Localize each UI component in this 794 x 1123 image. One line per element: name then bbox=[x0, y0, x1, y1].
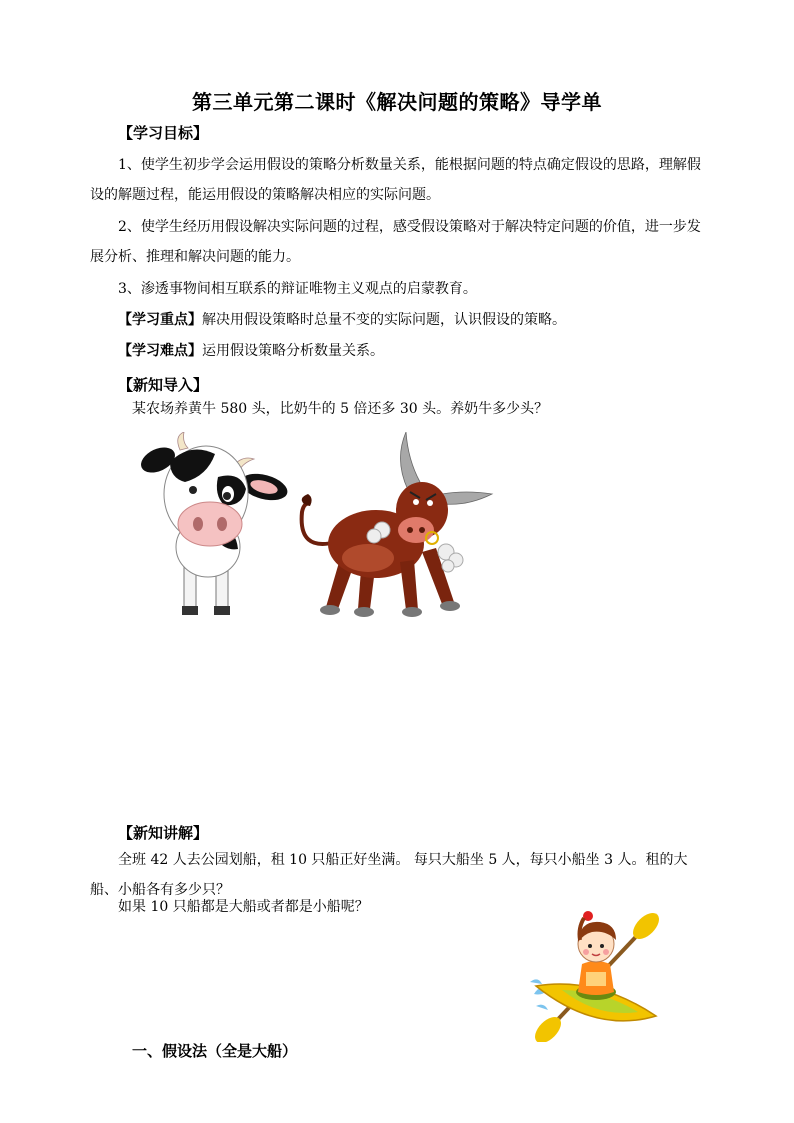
intro-heading: 【新知导入】 bbox=[118, 376, 209, 394]
key-point bbox=[118, 305, 566, 335]
key-point-label: 【学习重点】 bbox=[118, 312, 202, 328]
difficulty-text: 运用假设策略分析数量关系。 bbox=[202, 343, 384, 359]
explain-heading: 【新知讲解】 bbox=[118, 824, 209, 842]
difficulty bbox=[118, 336, 384, 366]
key-point-text: 解决用假设策略时总量不变的实际问题，认识假设的策略。 bbox=[202, 312, 566, 328]
bull-illustration bbox=[296, 432, 496, 622]
explain-question: 如果 10 只船都是大船或者都是小船呢？ bbox=[118, 899, 369, 915]
objective-1: 1、使学生初步学会运用假设的策略分析数量关系，能根据问题的特点确定假设的思路，理解假设的解题过程，能运用假设的策略解决相应的实际问题。 bbox=[90, 157, 701, 203]
difficulty-label: 【学习难点】 bbox=[118, 343, 202, 359]
explain-problem: 全班 42 人去公园划船，租 10 只船正好坐满。 每只大船坐 5 人，每只小船坐 3 人。租的大船、小船各有多少只？ bbox=[90, 852, 688, 898]
intro-text: 某农场养黄牛 580 头，比奶牛的 5 倍还多 30 头。养奶牛多少头？ bbox=[132, 401, 549, 417]
objective-2: 2、使学生经历用假设解决实际问题的过程，感受假设策略对于解决特定问题的价值，进一步发展分析、推理和解决问题的能力。 bbox=[90, 219, 701, 265]
objectives-heading: 【学习目标】 bbox=[118, 124, 209, 142]
method-heading: 一、假设法（全是大船） bbox=[132, 1042, 298, 1060]
objective-3: 3、渗透事物间相互联系的辩证唯物主义观点的启蒙教育。 bbox=[118, 281, 477, 297]
page-title: 第三单元第二课时《解决问题的策略》导学单 bbox=[192, 90, 602, 114]
cow-illustration bbox=[140, 432, 295, 622]
kayak-girl-illustration bbox=[526, 902, 666, 1042]
